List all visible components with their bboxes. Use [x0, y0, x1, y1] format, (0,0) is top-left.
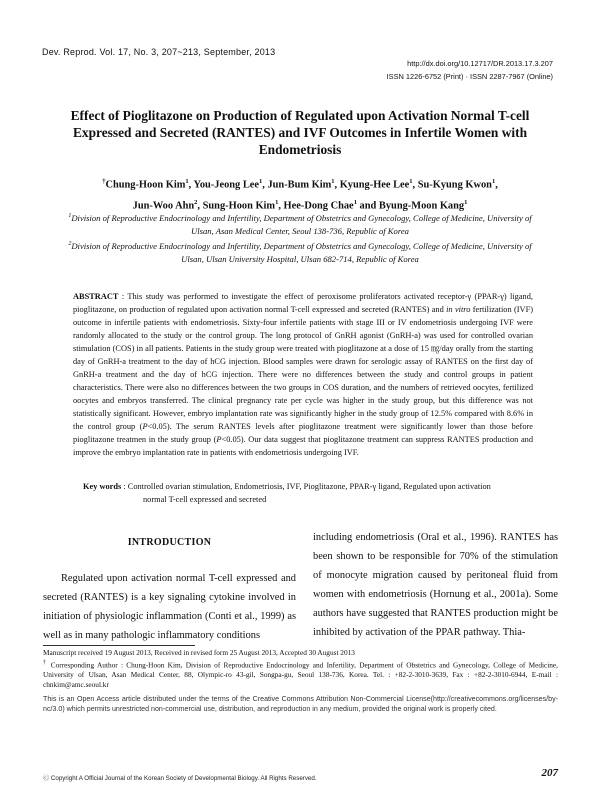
page-number: 207: [541, 767, 558, 779]
affiliation-marker: 1: [353, 198, 357, 206]
manuscript-history: Manuscript received 19 August 2013, Received in revised form 25 August 2013, Accepted 30 August 2013: [43, 648, 355, 657]
affiliation-text: Division of Reproductive Endocrinology and Infertility, Department of Obstetrics and Gynecology, College of Medicine, University of Ulsan, Ulsan University Hospital, Ulsan 682-714, Republic of Korea: [71, 240, 532, 264]
affiliation-text: Division of Reproductive Endocrinology and Infertility, Department of Obstetrics and Gynecology, College of Medicine, University of Ulsan, Asan Medical Center, Seoul 138-736, Republic of Korea: [71, 212, 532, 236]
open-access-notice: This is an Open Access article distributed under the terms of the Creative Commons Attribution Non-Commercial License(http://creativecommons.org/licenses/by-nc/3.0) which permits unrestricted non-commercial use, distribution, and reproduction in any medium, provided the original work is properly cited.: [43, 695, 558, 713]
affiliations: [60, 210, 540, 266]
issn-line: ISSN 1226-6752 (Print) · ISSN 2287-7967 (Online): [386, 72, 553, 81]
author-conjunction: and: [359, 200, 377, 212]
author-name: Su-Kyung Kwon: [417, 179, 492, 191]
intro-column-left: Regulated upon activation normal T-cell expressed and secreted (RANTES) is a key signaling cytokine involved in initiation of physiologic inflammation (Conti et al., 1999) as well as in many pathologic inflammatory conditions: [43, 573, 296, 641]
abstract-label: ABSTRACT: [73, 292, 119, 301]
author-name: You-Jeong Lee: [193, 179, 259, 191]
keywords-text-continued: normal T-cell expressed and secreted: [143, 495, 267, 504]
abstract-text: This study was performed to investigate the effect of peroxisome proliferators activated receptor-γ (PPAR-γ) ligand, pioglitazone, on production of regulated upon activation normal T-cell expressed and secreted (RANTES) and: [73, 292, 533, 314]
affiliation-marker: 1: [464, 198, 468, 206]
author-list: †Chung-Hoon Kim$^1$, You-Jeong Lee$^1$, Jun-Bum Kim$^1$, Kyung-Hee Lee$^1$, Su-Kyung Kwon$^1$, Jun-Woo Ahn$^2$, Sung-Hoon Kim$^1$, Hee-Dong Chae$^1$ and Byung-Moon Kang$^1$: [102, 178, 498, 212]
abstract: [73, 290, 533, 459]
author-name: Sung-Hoon Kim: [202, 200, 276, 212]
abstract-italic: in vitro: [446, 305, 471, 314]
affiliation-2: [60, 238, 540, 266]
affiliation-marker: 1: [331, 178, 335, 185]
dagger-mark: †: [43, 660, 48, 666]
dagger-mark: †: [102, 178, 106, 185]
journal-reference: Dev. Reprod. Vol. 17, No. 3, 207~213, September, 2013: [42, 47, 276, 57]
corresponding-text: Corresponding Author : Chung-Hoon Kim, Division of Reproductive Endocrinology and Infertility, Department of Obstetrics and Gynecology, College of Medicine, University of Ulsan, Asan Medical Center, 88, Olympic-ro 43-gil, Songpa-gu, Seoul 138-736, Korea. Tel. : +82-2-3010-3639, Fax : +82-2-3010-6944, E-mail : chnkim@amc.seoul.kr: [43, 660, 558, 690]
affiliation-marker: 1: [275, 198, 279, 206]
copyright-notice: Ⓒ Copyright A Official Journal of the Korean Society of Developmental Biology. All Rights Reserved.: [43, 775, 317, 782]
abstract-italic: P: [142, 422, 148, 431]
abstract-text: <0.05). The serum RANTES levels after pioglitazone treatment were significantly lower than those before pioglitazone treatmen in the study group (: [73, 422, 533, 444]
author-name: Hee-Dong Chae: [283, 200, 354, 212]
doi-link[interactable]: http://dx.doi.org/10.12717/DR.2013.17.3.207: [407, 59, 553, 68]
section-heading: INTRODUCTION: [127, 537, 212, 548]
abstract-text: fertilization (IVF) outcome in infertile patients with endometriosis. Sixty-four infertile patients with stage III or IV endometriosis undergoing IVF were randomly allocated to the study or the control group. The long protocol of GnRH agonist (GnRH-a) was used for controlled ovarian stimulation (COS) in all patients. Patients in the study group were treated with pioglitazone at a dose of 15 ㎎/day orally from the starting day of GnRH-a treatment to the day of hCG injection. Blood samples were drawn for serologic assay of RANTES on the first day of GnRH-a treatment and the day of hCG injection. There were no differences between the study and control groups in patient characteristics. There were also no differences between the two groups in COS duration, and the numbers of retrieved oocytes, fertilized oocytes and embryos transferred. The clinical pregnancy rate per cycle was higher in the study group, but this difference was not statistically significant. However, embryo implantation rate was significantly higher in the study group of 12.5% compared with 8.6% in the control group (: [73, 305, 533, 431]
intro-column-right: including endometriosis (Oral et al., 1996). RANTES has been shown to be responsible for 70% of the stimulation of monocyte migration caused by peritoneal fluid from women with endometriosis (Hornung et al., 2001a). Some authors have suggested that RANTES production might be inhibited by activation of the PPAR pathway. Thia-: [313, 532, 558, 638]
keywords-label: Key words: [83, 482, 122, 491]
author-name: Kyung-Hee Lee: [339, 179, 410, 191]
author-name: Chung-Hoon Kim: [105, 179, 186, 191]
affiliation-marker: 1: [409, 178, 413, 185]
author-name: Jun-Bum Kim: [267, 179, 332, 191]
abstract-italic: P: [216, 435, 222, 444]
author-name: Byung-Moon Kang: [378, 200, 465, 212]
keywords-text: Controlled ovarian stimulation, Endometriosis, IVF, Pioglitazone, PPAR-γ ligand, Regulated upon activation: [127, 482, 491, 491]
abstract-separator: :: [118, 292, 128, 301]
affiliation-marker: 1: [68, 213, 72, 219]
keywords: [83, 480, 533, 506]
affiliation-marker: 1: [259, 178, 263, 185]
article-title: Effect of Pioglitazone on Production of Regulated upon Activation Normal T-cell Expressed and Secreted (RANTES) and IVF Outcomes in Infertile Women with Endometriosis: [70, 108, 530, 157]
author-name: Jun-Woo Ahn: [132, 200, 195, 212]
affiliation-1: [60, 210, 540, 238]
affiliation-marker: 1: [185, 178, 189, 185]
keywords-separator: :: [121, 482, 128, 491]
corresponding-author: [43, 658, 558, 690]
affiliation-marker: 2: [194, 198, 198, 206]
abstract-text: <0.05). Our data suggest that pioglitazone treatment can suppress RANTES production and improve the embryo implantation rate in patients with endometriosis undergoing IVF.: [73, 435, 533, 457]
footnote-divider: [43, 645, 195, 646]
affiliation-marker: 1: [491, 178, 496, 185]
affiliation-marker: 2: [68, 240, 72, 247]
